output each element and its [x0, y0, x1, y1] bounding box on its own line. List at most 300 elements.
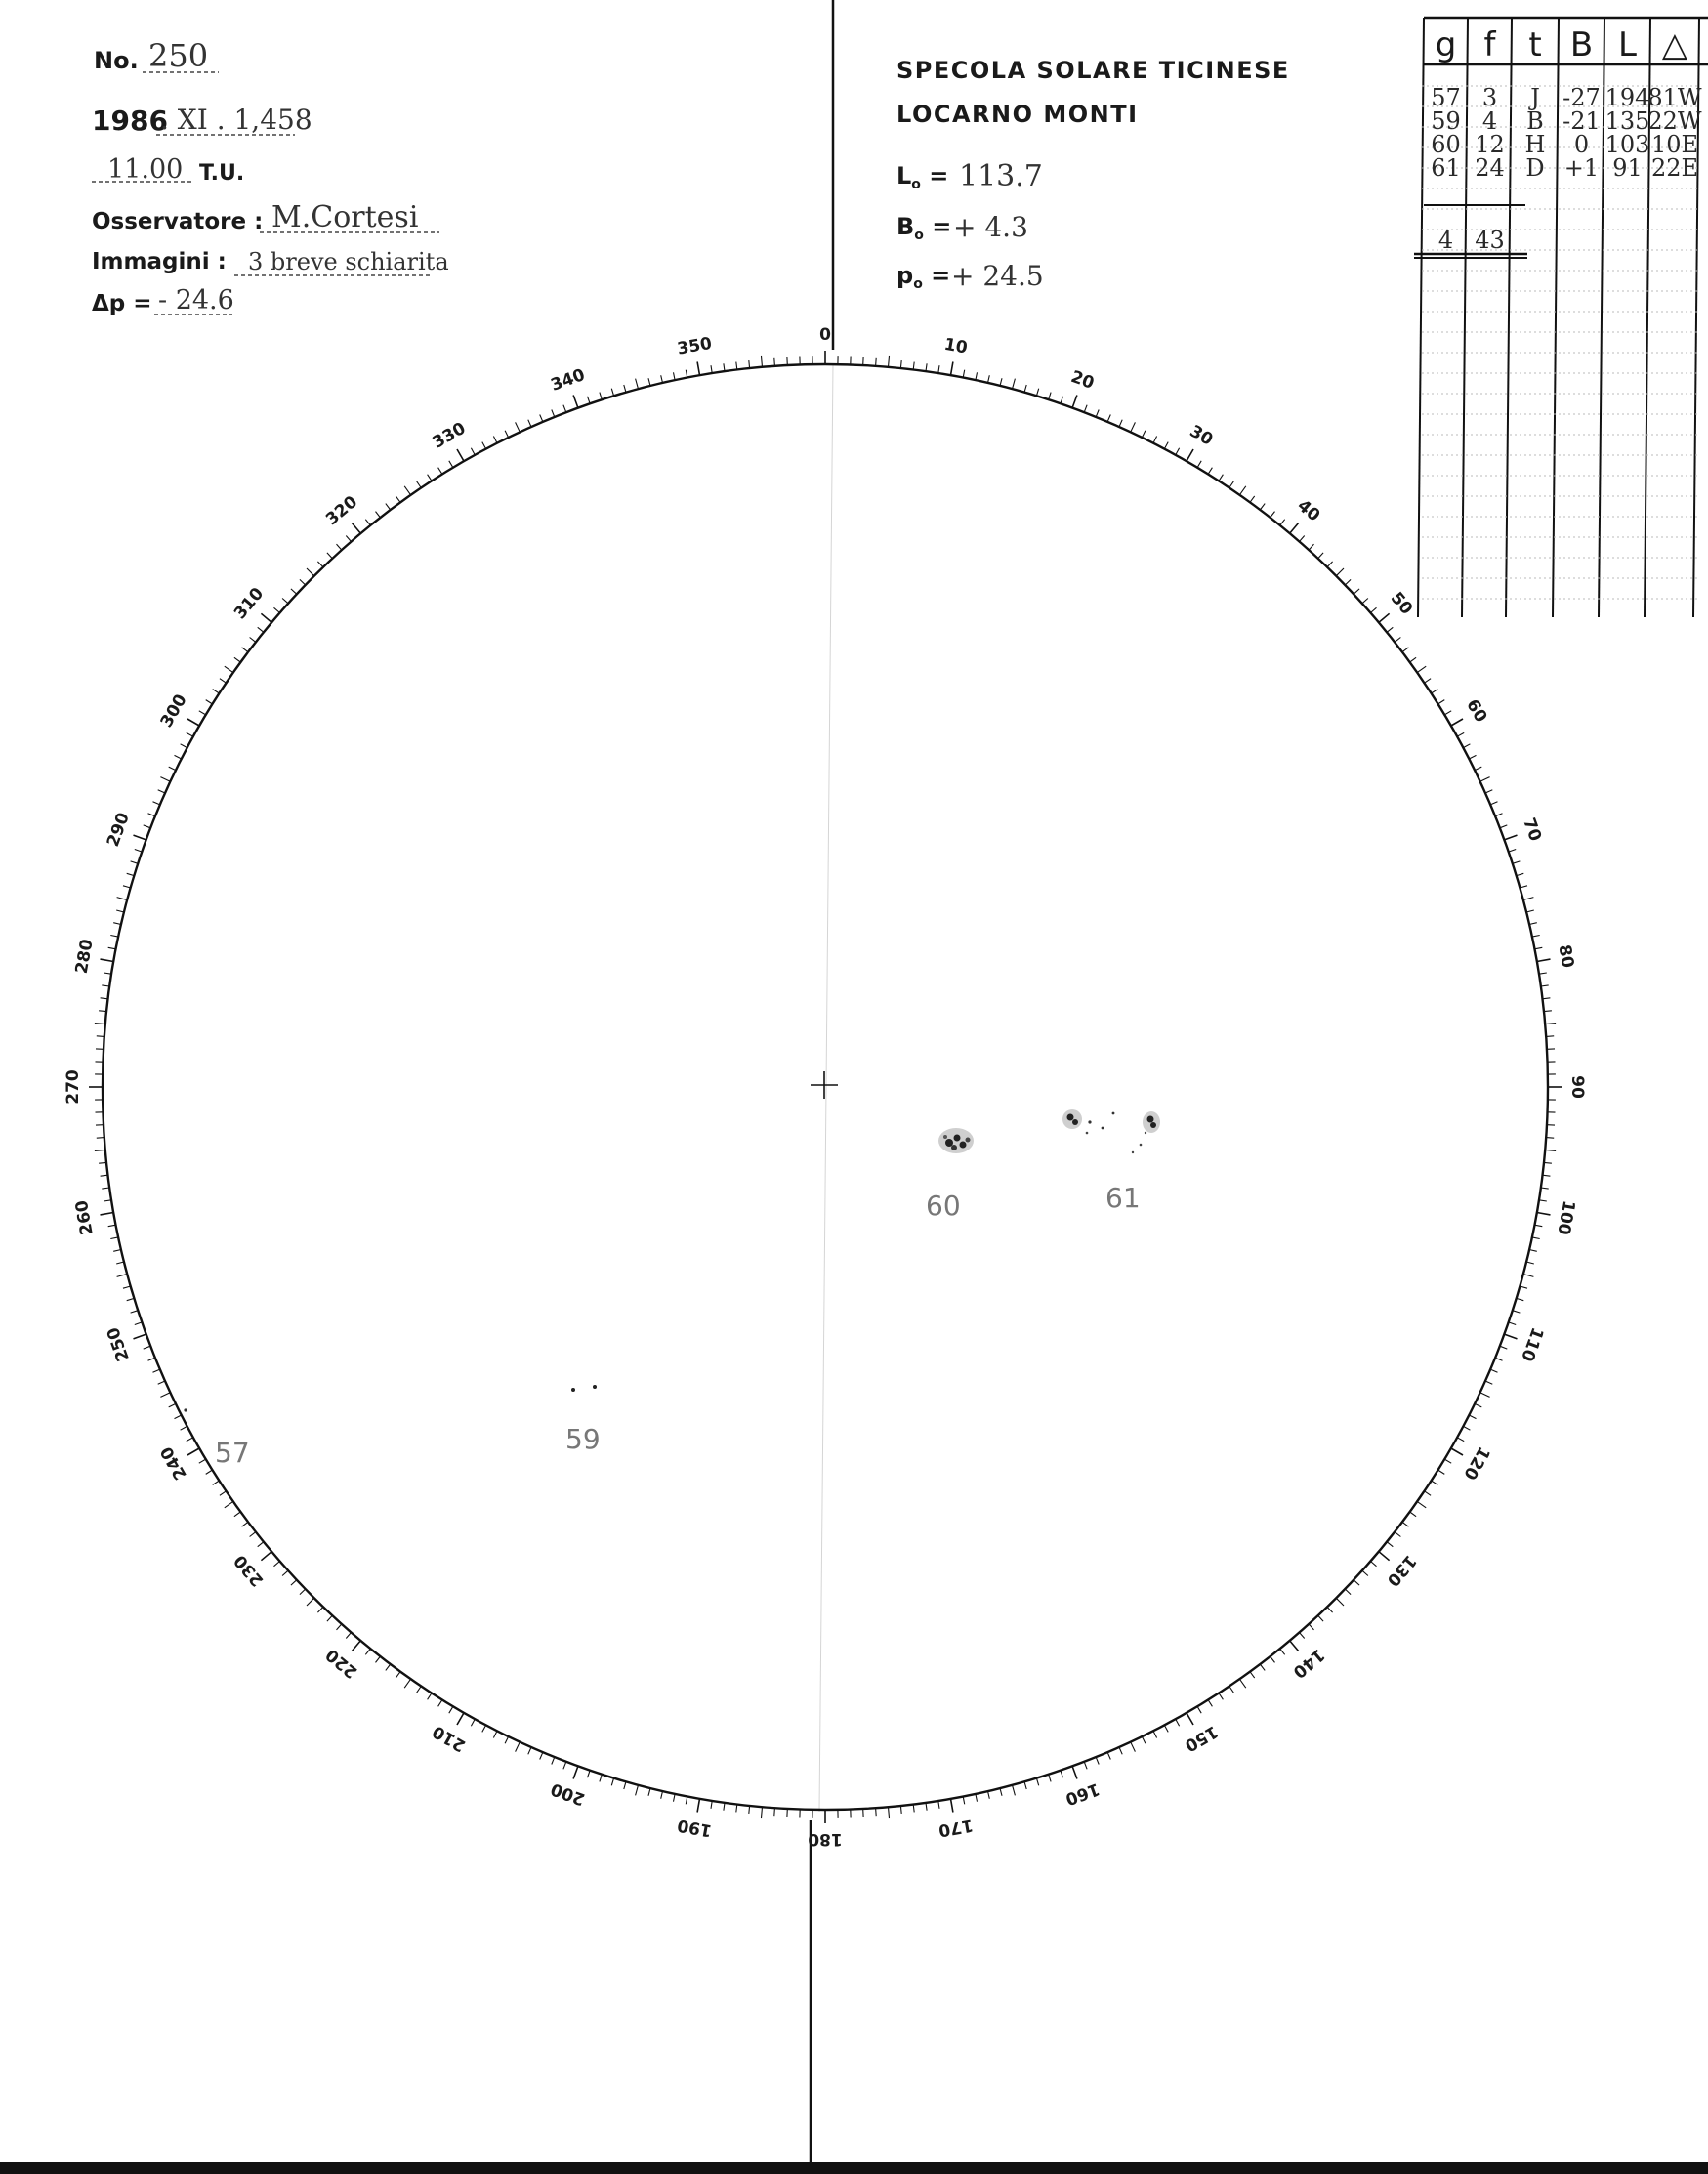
p0-label: $p_o$ = [896, 262, 951, 292]
scale-tick [1457, 1438, 1464, 1442]
scale-tick [352, 1641, 360, 1651]
scale-label-210: 210 [429, 1721, 470, 1756]
scale-label-90: 90 [1567, 1075, 1587, 1099]
scale-tick [988, 1791, 990, 1799]
scale-tick [282, 1570, 288, 1575]
scale-tick [588, 397, 591, 404]
scale-label-200: 200 [548, 1778, 588, 1810]
scale-tick [307, 568, 314, 576]
scale-tick [346, 536, 351, 542]
table-header-3: t [1528, 25, 1542, 64]
table-cell: H [1524, 131, 1546, 158]
scale-tick [674, 1794, 676, 1802]
table-cell: 59 [1431, 107, 1461, 135]
scale-tick [274, 1562, 280, 1567]
scale-tick [1469, 1415, 1476, 1419]
scale-label-260: 260 [71, 1198, 98, 1236]
observatory-name: SPECOLA SOLARE TICINESE [896, 57, 1290, 84]
observatory-block [896, 57, 1290, 292]
scale-tick [206, 1470, 213, 1474]
scale-tick [116, 1262, 124, 1264]
scale-tick [600, 393, 602, 400]
scale-tick [1526, 1262, 1534, 1264]
scale-tick [528, 1747, 531, 1754]
scale-tick [1485, 1381, 1492, 1384]
scale-label-340: 340 [548, 364, 588, 396]
table-cell: 22E [1650, 154, 1699, 182]
scale-tick [1379, 613, 1390, 622]
scale-tick [108, 1225, 116, 1227]
scale-tick [563, 405, 566, 413]
observer-label: Osservatore : [92, 209, 264, 234]
scale-tick [135, 850, 143, 853]
scale-tick [1480, 1393, 1490, 1398]
scale-tick [250, 638, 256, 643]
scale-tick [365, 1649, 370, 1654]
scale-tick [1509, 850, 1517, 853]
scale-tick [1250, 496, 1255, 502]
scale-tick [1197, 1706, 1201, 1713]
scale-tick [976, 372, 978, 380]
scale-tick [160, 1393, 170, 1398]
scale-tick [428, 1693, 432, 1700]
scale-tick [611, 1778, 613, 1786]
scale-tick [648, 378, 650, 386]
table-cell: 3 [1481, 84, 1498, 111]
table-cell: 10E [1650, 131, 1699, 158]
scale-tick [438, 468, 442, 475]
scale-tick [199, 1459, 206, 1463]
scale-tick [337, 1624, 342, 1630]
scale-tick [900, 360, 901, 368]
scale-tick [199, 711, 206, 715]
scale-tick [1013, 379, 1016, 390]
scale-tick [1131, 422, 1136, 432]
disk-center-cross [811, 1071, 838, 1099]
scale-tick [1532, 936, 1540, 938]
table-cell: 4 [1481, 107, 1498, 135]
scale-tick [1410, 1512, 1416, 1517]
table-header-4: B [1569, 25, 1594, 64]
table-cell: 135 [1604, 107, 1650, 135]
scale-tick [282, 599, 288, 604]
scale-tick [697, 1799, 699, 1813]
scale-tick [337, 544, 342, 550]
scale-tick [317, 562, 323, 567]
table-cell: -21 [1562, 107, 1601, 135]
scale-tick [711, 1801, 712, 1809]
scale-tick [1229, 1687, 1234, 1693]
scale-tick [274, 607, 280, 612]
scale-tick [1485, 790, 1492, 793]
scale-tick [1544, 1011, 1552, 1012]
table-cell: 194 [1604, 84, 1650, 111]
scale-tick [648, 1788, 650, 1796]
scale-tick [516, 1742, 521, 1752]
central-meridian-line [819, 363, 833, 1812]
l0-label: $L_o$ = [896, 162, 949, 192]
scale-tick [1451, 1448, 1463, 1455]
scale-tick [404, 1679, 410, 1688]
scale-tick [540, 1752, 543, 1759]
scale-label-120: 120 [1459, 1442, 1494, 1484]
scale-tick [1345, 579, 1351, 585]
scale-tick [1523, 898, 1534, 900]
scale-tick [540, 415, 543, 422]
scale-tick [1387, 627, 1393, 632]
l0-value: 113.7 [959, 159, 1043, 193]
scale-tick [636, 1785, 639, 1796]
scale-label-290: 290 [103, 810, 134, 850]
scale-tick [471, 1719, 475, 1726]
scale-tick [1096, 410, 1099, 417]
scale-tick [438, 1700, 442, 1707]
scale-tick [1490, 1369, 1497, 1372]
scale-tick [661, 375, 663, 383]
scale-tick [749, 1806, 750, 1814]
table-cell: 103 [1604, 131, 1650, 158]
scale-tick [1395, 1532, 1400, 1537]
scale-tick [396, 496, 400, 502]
scale-label-320: 320 [322, 492, 362, 530]
scale-tick [724, 1803, 725, 1811]
scale-tick [95, 1150, 105, 1151]
scale-tick [449, 461, 453, 468]
scale-tick [1049, 393, 1051, 400]
scale-tick [1544, 1162, 1552, 1163]
scale-tick [1309, 544, 1313, 550]
scale-label-190: 190 [676, 1815, 714, 1841]
scale-tick [1084, 1762, 1087, 1770]
number-label: No. [94, 47, 139, 74]
scale-tick [1500, 1346, 1508, 1349]
scale-tick [749, 360, 750, 368]
scale-tick [482, 1725, 486, 1732]
scale-tick [1504, 835, 1517, 840]
scale-tick [352, 523, 360, 533]
scale-tick [1219, 1693, 1223, 1700]
bottom-scan-strip [0, 2162, 1708, 2174]
scale-tick [148, 1358, 155, 1360]
scale-tick [1107, 1752, 1110, 1759]
scale-tick [1504, 1334, 1517, 1339]
scale-tick [1049, 1775, 1051, 1782]
scale-tick [1000, 1788, 1002, 1796]
scale-tick [175, 1415, 182, 1419]
scale-tick [386, 1664, 391, 1670]
scale-tick [1271, 1656, 1275, 1662]
scale-tick [762, 356, 763, 367]
scale-tick [938, 365, 939, 373]
table-column-line [1506, 18, 1512, 617]
position-angle-labels [63, 325, 1587, 1849]
scale-tick [101, 1175, 108, 1176]
scale-tick [1327, 562, 1333, 567]
scale-tick [1539, 1200, 1547, 1201]
scale-tick [1336, 1598, 1344, 1606]
table-cell: B [1526, 107, 1544, 135]
scale-label-250: 250 [103, 1324, 134, 1364]
scale-tick [1318, 1615, 1323, 1621]
scale-tick [102, 1188, 109, 1189]
scale-tick [1463, 1426, 1470, 1430]
scale-tick [686, 370, 687, 378]
scale-tick [1457, 732, 1464, 736]
scale-tick [234, 657, 240, 662]
scale-tick [187, 719, 199, 726]
scale-tick [1546, 1036, 1554, 1037]
scale-label-50: 50 [1386, 588, 1417, 619]
scale-tick [1107, 415, 1110, 422]
table-cell: 57 [1431, 84, 1461, 111]
scale-tick [1271, 512, 1275, 518]
scale-tick [963, 1796, 965, 1804]
scale-tick [117, 1275, 128, 1277]
scale-tick [1537, 959, 1551, 961]
scale-tick [1463, 744, 1470, 748]
scale-tick [1402, 648, 1408, 652]
scale-tick [1239, 1679, 1245, 1688]
scale-tick [386, 504, 391, 510]
scale-tick [1309, 1624, 1313, 1630]
scale-tick [135, 1322, 143, 1325]
scale-tick [1417, 666, 1426, 672]
table-cell: -27 [1562, 84, 1601, 111]
scale-tick [1280, 520, 1285, 525]
scale-tick [1250, 1672, 1255, 1678]
observer-value: M.Cortesi [271, 200, 419, 234]
scale-label-300: 300 [156, 690, 191, 732]
scale-tick [104, 1200, 111, 1201]
scale-tick [153, 802, 160, 805]
scale-label-10: 10 [942, 334, 970, 358]
sunspot-group-61 [1062, 1109, 1160, 1153]
scale-tick [471, 448, 475, 455]
scale-tick [97, 1138, 104, 1139]
scale-tick [1197, 461, 1201, 468]
scale-tick [113, 923, 121, 925]
scale-tick [1290, 1641, 1299, 1651]
images-label: Immagini : [92, 249, 227, 274]
scale-tick [762, 1807, 763, 1818]
scale-tick [258, 1542, 264, 1547]
scale-tick [101, 998, 108, 999]
scale-tick [1387, 1542, 1393, 1547]
scale-label-280: 280 [71, 938, 98, 976]
scale-label-330: 330 [429, 418, 470, 453]
scale-tick [1164, 1725, 1168, 1732]
scale-tick [1526, 910, 1534, 912]
scale-tick [1532, 1237, 1540, 1239]
scale-tick [1451, 719, 1463, 726]
scale-tick [1000, 378, 1002, 386]
scale-tick [1425, 1491, 1432, 1496]
scale-tick [449, 1706, 453, 1713]
scale-tick [636, 379, 639, 390]
table-cell: 60 [1431, 131, 1461, 158]
scale-tick [1534, 947, 1542, 949]
number-value: 250 [148, 37, 209, 74]
table-total-f: 43 [1475, 227, 1505, 254]
scale-tick [528, 420, 531, 427]
sunspot-group-57 [184, 1408, 187, 1411]
scale-tick [1379, 1552, 1390, 1561]
scale-tick [1438, 700, 1445, 704]
scale-label-130: 130 [1382, 1550, 1420, 1590]
scale-tick [457, 449, 464, 461]
scale-label-60: 60 [1462, 695, 1491, 727]
table-cell: D [1525, 154, 1545, 182]
scale-tick [1280, 1649, 1285, 1654]
scale-tick [1546, 1138, 1554, 1139]
scale-tick [926, 363, 927, 371]
scale-tick [213, 1481, 220, 1484]
group-label-61: 61 [1105, 1182, 1141, 1214]
scale-tick [242, 1522, 248, 1526]
scale-tick [99, 1011, 106, 1012]
position-angle-scale [89, 351, 1562, 1823]
scale-tick [346, 1633, 351, 1639]
scale-tick [457, 1713, 464, 1725]
scale-tick [1119, 420, 1122, 427]
table-cell: +1 [1563, 154, 1600, 182]
scale-tick [1475, 767, 1481, 771]
scale-tick [1517, 873, 1524, 875]
b0-label: $B_o$ = [896, 213, 952, 243]
scale-tick [1318, 553, 1323, 559]
scale-tick [988, 375, 990, 383]
scale-tick [181, 1426, 187, 1430]
scale-tick [261, 1552, 271, 1561]
scale-tick [144, 825, 151, 828]
scale-tick [913, 362, 914, 370]
scale-tick [913, 1805, 914, 1813]
scale-tick [160, 777, 170, 782]
scale-tick [1208, 1700, 1212, 1707]
scale-tick [116, 910, 124, 912]
scale-tick [900, 1806, 901, 1814]
scale-label-180: 180 [808, 1829, 843, 1849]
scale-tick [1176, 448, 1180, 455]
scale-tick [327, 553, 332, 559]
scale-tick [1061, 1771, 1063, 1778]
sunspot-group-59 [571, 1385, 597, 1392]
scale-tick [97, 1036, 104, 1037]
scale-label-160: 160 [1062, 1778, 1103, 1810]
table-column-line [1553, 18, 1559, 617]
disk-limb [103, 364, 1548, 1810]
solar-disk [63, 325, 1587, 1849]
scale-tick [1495, 1358, 1502, 1360]
scale-tick [1402, 1522, 1408, 1526]
scale-tick [1509, 1322, 1517, 1325]
scale-tick [1517, 1298, 1524, 1300]
table-cell: 91 [1612, 154, 1643, 182]
scale-tick [661, 1791, 663, 1799]
scale-tick [876, 358, 877, 366]
table-header-1: g [1435, 25, 1457, 64]
scale-label-170: 170 [937, 1815, 975, 1841]
scale-tick [110, 936, 118, 938]
scale-tick [187, 732, 193, 736]
scale-tick [951, 1799, 953, 1813]
scale-tick [493, 1731, 497, 1737]
scale-tick [206, 700, 213, 704]
scale-tick [1425, 679, 1432, 684]
scale-tick [102, 985, 109, 986]
scale-tick [404, 486, 410, 495]
scale-tick [1187, 449, 1193, 461]
scale-tick [505, 1736, 509, 1743]
scale-tick [1523, 1275, 1534, 1277]
date-value: . XI . 1,458 [160, 104, 312, 136]
scale-tick [148, 814, 155, 816]
scale-label-0: 0 [819, 325, 831, 345]
scale-tick [158, 1381, 165, 1384]
scale-tick [300, 579, 306, 585]
scale-tick [123, 886, 131, 888]
scale-tick [1153, 437, 1157, 443]
scale-tick [187, 1448, 199, 1455]
scale-tick [1537, 1213, 1551, 1215]
scale-label-310: 310 [230, 584, 269, 624]
delta-p-value: - 24.6 [158, 285, 234, 315]
table-cell: 24 [1475, 154, 1505, 182]
scale-tick [175, 755, 182, 759]
scale-tick [674, 372, 676, 380]
scale-tick [1410, 657, 1416, 662]
scale-tick [1290, 523, 1299, 533]
table-column-line [1462, 18, 1468, 617]
scale-tick [926, 1803, 927, 1811]
scale-tick [234, 1512, 240, 1517]
scale-tick [134, 835, 146, 840]
scale-tick [1260, 1664, 1265, 1670]
scale-tick [123, 1286, 131, 1288]
scale-tick [516, 422, 521, 432]
table-cell: J [1530, 84, 1540, 111]
group-label-60: 60 [926, 1190, 961, 1222]
scale-label-220: 220 [322, 1644, 362, 1682]
scale-tick [624, 1781, 626, 1789]
scale-tick [1327, 1607, 1333, 1612]
scale-tick [376, 1656, 381, 1662]
scale-tick [1362, 599, 1368, 604]
scale-tick [113, 1250, 121, 1252]
scale-tick [1432, 690, 1438, 693]
scale-tick [153, 1369, 160, 1372]
scale-tick [1096, 1757, 1099, 1764]
scale-tick [99, 1162, 106, 1163]
scale-tick [963, 370, 965, 378]
scale-label-20: 20 [1067, 366, 1097, 394]
scale-tick [225, 666, 233, 672]
scale-tick [258, 627, 264, 632]
scale-tick [1520, 886, 1527, 888]
delta-p-label: Δp = [92, 291, 152, 316]
scale-tick [169, 1403, 176, 1407]
scale-tick [1260, 504, 1265, 510]
scale-tick [1187, 1713, 1193, 1725]
scale-tick [1024, 1781, 1026, 1789]
scale-label-80: 80 [1554, 942, 1578, 970]
scale-tick [1013, 1785, 1016, 1796]
p0-value: + 24.5 [951, 260, 1044, 292]
scale-tick [1362, 1570, 1368, 1575]
scale-tick [261, 613, 271, 622]
scale-tick [938, 1801, 939, 1809]
scale-tick [1371, 1562, 1377, 1567]
